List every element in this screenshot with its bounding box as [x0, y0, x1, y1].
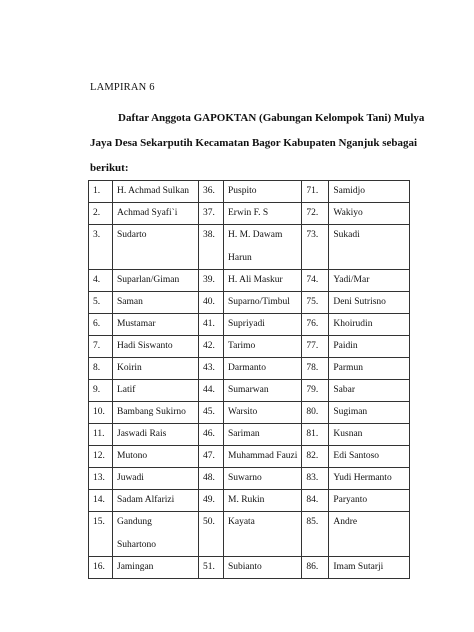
member-name-line: Samidjo — [333, 186, 366, 196]
member-name-line: Tarimo — [228, 341, 256, 351]
member-number: 2. — [89, 203, 113, 225]
member-name — [113, 270, 199, 292]
member-name — [329, 424, 410, 446]
member-number: 74. — [302, 270, 329, 292]
member-number: 16. — [89, 557, 113, 579]
table-row — [89, 490, 410, 512]
member-number: 76. — [302, 314, 329, 336]
member-name-line: Warsito — [228, 407, 258, 417]
member-name — [113, 292, 199, 314]
member-name-line: Mustamar — [117, 319, 156, 329]
table-row — [89, 446, 410, 468]
table-row — [89, 358, 410, 380]
member-number: 11. — [89, 424, 113, 446]
member-number: 72. — [302, 203, 329, 225]
title-line: berikut: — [90, 162, 129, 174]
member-number: 41. — [199, 314, 224, 336]
member-name — [329, 314, 410, 336]
member-name-line: Subianto — [228, 562, 262, 572]
member-name-line: Sumarwan — [228, 385, 269, 395]
member-number: 85. — [302, 512, 329, 557]
member-name-line: Harun — [228, 253, 252, 263]
member-name — [329, 203, 410, 225]
member-name — [329, 225, 410, 270]
member-name — [329, 358, 410, 380]
member-number: 47. — [199, 446, 224, 468]
member-name — [113, 490, 199, 512]
member-number: 48. — [199, 468, 224, 490]
member-name-line: Supriyadi — [228, 319, 265, 329]
member-name-line: Jamingan — [117, 562, 154, 572]
table-row — [89, 557, 410, 579]
member-name — [113, 314, 199, 336]
title-line: Jaya Desa Sekarputih Kecamatan Bagor Kabupaten Nganjuk sebagai — [90, 137, 418, 149]
member-name-line: Kayata — [228, 517, 255, 527]
member-name-line: Sariman — [228, 429, 260, 439]
member-name — [113, 468, 199, 490]
member-name — [224, 380, 302, 402]
member-name — [113, 402, 199, 424]
member-name-line: Parmun — [333, 363, 363, 373]
member-number: 80. — [302, 402, 329, 424]
member-number: 12. — [89, 446, 113, 468]
member-number: 79. — [302, 380, 329, 402]
member-name-line: Achmad Syafi`i — [117, 208, 178, 218]
member-number: 78. — [302, 358, 329, 380]
member-number: 86. — [302, 557, 329, 579]
appendix-heading: LAMPIRAN 6 — [90, 82, 155, 93]
member-name — [224, 358, 302, 380]
table-row — [89, 336, 410, 358]
member-name — [329, 181, 410, 203]
member-name-line: Juwadi — [117, 473, 144, 483]
table-row — [89, 292, 410, 314]
member-name-line: H. Ali Maskur — [228, 275, 283, 285]
member-number: 51. — [199, 557, 224, 579]
member-number: 71. — [302, 181, 329, 203]
member-name-line: H. M. Dawam — [228, 230, 283, 240]
member-name-line: Latif — [117, 385, 136, 395]
table-row — [89, 314, 410, 336]
document-title — [90, 106, 425, 181]
member-name — [113, 512, 199, 557]
member-number: 36. — [199, 181, 224, 203]
member-number: 14. — [89, 490, 113, 512]
member-name — [329, 512, 410, 557]
member-name-line: Jaswadi Rais — [117, 429, 167, 439]
member-name — [329, 468, 410, 490]
member-name-line: Yudi Hermanto — [333, 473, 392, 483]
member-name — [329, 446, 410, 468]
member-number: 39. — [199, 270, 224, 292]
member-name — [224, 225, 302, 270]
member-table-body — [89, 181, 410, 579]
member-name-line: M. Rukin — [228, 495, 265, 505]
member-name-line: Suparno/Timbul — [228, 297, 290, 307]
member-number: 50. — [199, 512, 224, 557]
table-row — [89, 203, 410, 225]
member-name — [224, 424, 302, 446]
table-row — [89, 468, 410, 490]
member-name — [224, 292, 302, 314]
member-name-line: Sukadi — [333, 230, 360, 240]
member-name — [224, 402, 302, 424]
member-name-line: H. Achmad Sulkan — [117, 186, 190, 196]
member-name-line: Wakiyo — [333, 208, 363, 218]
member-number: 44. — [199, 380, 224, 402]
member-name-line: Suparlan/Giman — [117, 275, 180, 285]
member-name-line: Mutono — [117, 451, 148, 461]
member-number: 9. — [89, 380, 113, 402]
member-name — [329, 380, 410, 402]
member-name — [224, 336, 302, 358]
member-name — [113, 225, 199, 270]
member-name-line: Khoirudin — [333, 319, 373, 329]
member-name — [224, 512, 302, 557]
table-row — [89, 225, 410, 270]
member-number: 45. — [199, 402, 224, 424]
table-row — [89, 181, 410, 203]
member-name — [224, 203, 302, 225]
member-name-line: Hadi Siswanto — [117, 341, 173, 351]
member-name — [329, 402, 410, 424]
table-row — [89, 512, 410, 557]
member-name-line: Sadam Alfarizi — [117, 495, 175, 505]
member-name — [113, 424, 199, 446]
member-name — [224, 557, 302, 579]
member-number: 77. — [302, 336, 329, 358]
table-row — [89, 424, 410, 446]
member-name-line: Sudarto — [117, 230, 147, 240]
member-name-line: Koirin — [117, 363, 142, 373]
member-name — [113, 358, 199, 380]
member-number: 81. — [302, 424, 329, 446]
member-name — [113, 557, 199, 579]
member-name — [329, 490, 410, 512]
member-name-line: Erwin F. S — [228, 208, 269, 218]
member-name-line: Saman — [117, 297, 143, 307]
member-name — [224, 314, 302, 336]
member-number: 40. — [199, 292, 224, 314]
member-name — [224, 446, 302, 468]
table-row — [89, 402, 410, 424]
table-row — [89, 380, 410, 402]
member-number: 42. — [199, 336, 224, 358]
table-row — [89, 270, 410, 292]
member-name-line: Imam Sutarji — [333, 562, 384, 572]
member-name-line: Kusnan — [333, 429, 363, 439]
member-name-line: Edi Santoso — [333, 451, 380, 461]
member-name — [113, 446, 199, 468]
member-number: 82. — [302, 446, 329, 468]
member-name-line: Suhartono — [117, 540, 157, 550]
member-number: 73. — [302, 225, 329, 270]
member-number: 5. — [89, 292, 113, 314]
member-name — [113, 181, 199, 203]
member-number: 43. — [199, 358, 224, 380]
member-name-line: Puspito — [228, 186, 257, 196]
member-name-line: Bambang Sukirno — [117, 407, 186, 417]
member-name — [329, 336, 410, 358]
member-name-line: Sugiman — [333, 407, 368, 417]
member-number: 46. — [199, 424, 224, 446]
member-name — [224, 181, 302, 203]
member-name — [113, 336, 199, 358]
member-name-line: Gandung — [117, 517, 152, 527]
member-name — [113, 380, 199, 402]
member-number: 15. — [89, 512, 113, 557]
member-name-line: Sabar — [333, 385, 356, 395]
member-number: 49. — [199, 490, 224, 512]
member-name — [329, 557, 410, 579]
member-name-line: Darmanto — [228, 363, 266, 373]
member-number: 6. — [89, 314, 113, 336]
member-name — [224, 270, 302, 292]
member-name — [113, 203, 199, 225]
member-number: 84. — [302, 490, 329, 512]
member-name-line: Andre — [333, 517, 358, 527]
member-number: 37. — [199, 203, 224, 225]
member-name — [224, 468, 302, 490]
member-name-line: Paryanto — [333, 495, 368, 505]
member-table — [88, 180, 410, 579]
member-number: 83. — [302, 468, 329, 490]
member-number: 10. — [89, 402, 113, 424]
member-name — [224, 490, 302, 512]
member-name-line: Paidin — [333, 341, 358, 351]
member-number: 7. — [89, 336, 113, 358]
member-number: 1. — [89, 181, 113, 203]
member-name-line: Deni Sutrisno — [333, 297, 386, 307]
member-number: 75. — [302, 292, 329, 314]
member-name — [329, 270, 410, 292]
member-number: 38. — [199, 225, 224, 270]
member-name-line: Suwarno — [228, 473, 262, 483]
title-line: Daftar Anggota GAPOKTAN (Gabungan Kelompok Tani) Mulya — [118, 112, 425, 124]
member-name-line: Muhammad Fauzi — [228, 451, 298, 461]
member-name — [329, 292, 410, 314]
member-number: 3. — [89, 225, 113, 270]
member-name-line: Yadi/Mar — [333, 275, 370, 285]
member-number: 13. — [89, 468, 113, 490]
member-number: 4. — [89, 270, 113, 292]
member-number: 8. — [89, 358, 113, 380]
